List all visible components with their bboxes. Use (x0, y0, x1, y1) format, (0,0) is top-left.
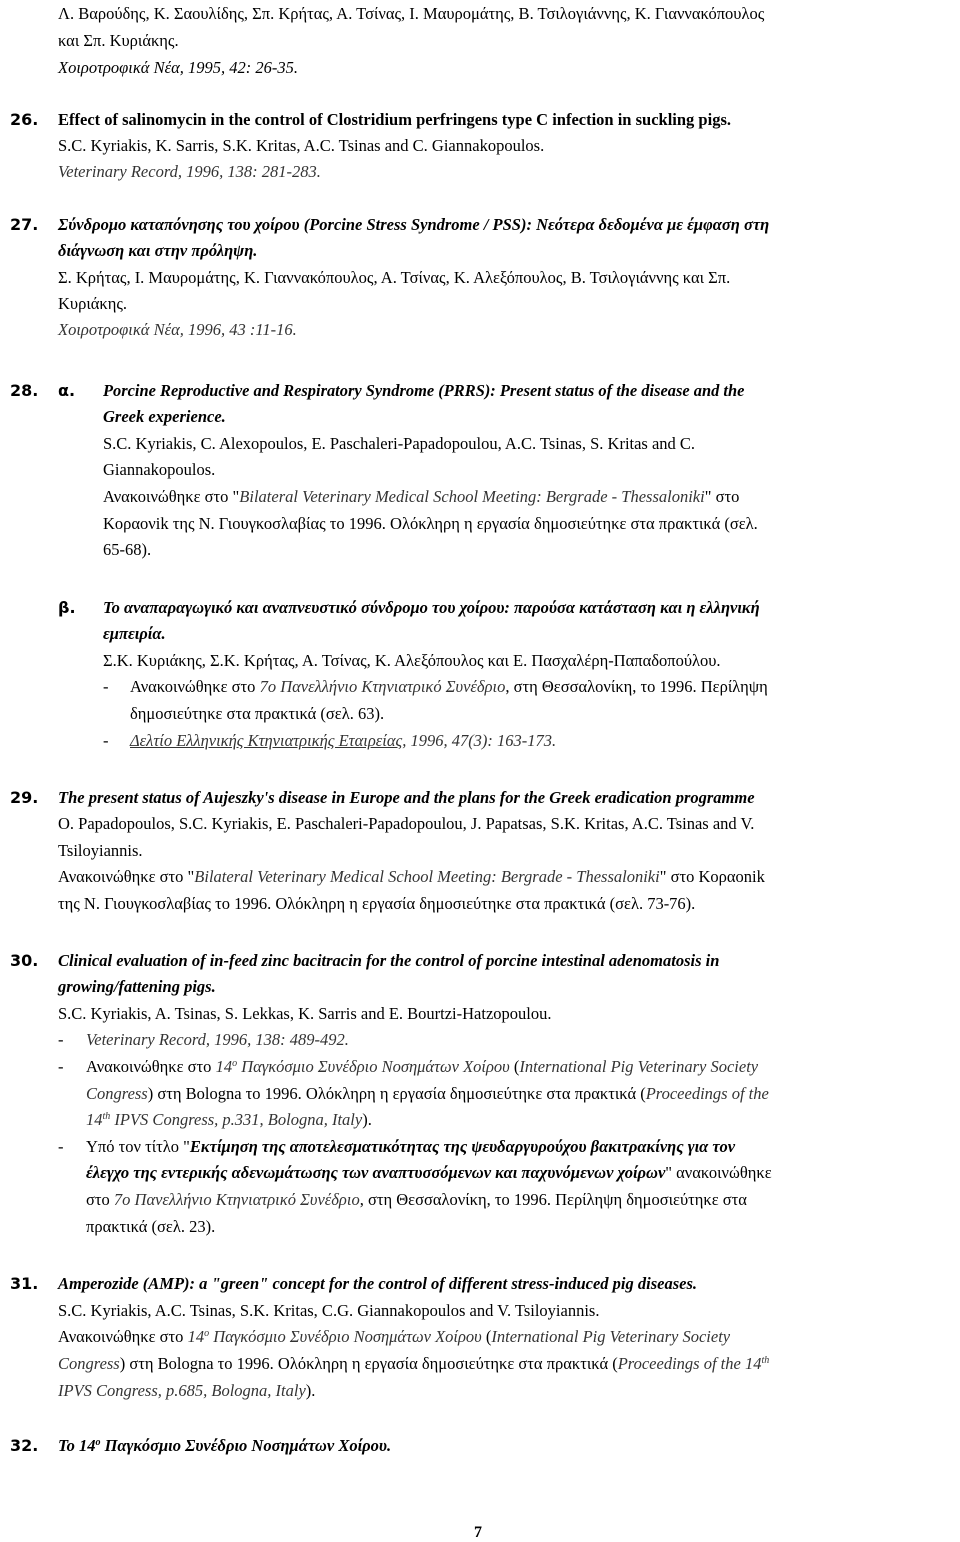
entry-30-item3-l2-post: " ανακοινώθηκε (665, 1163, 772, 1182)
entry-31-number: 31. (10, 1274, 39, 1293)
entry-30-item2-l3-ipvs: IPVS Congress, p.331, Bologna, Italy (110, 1110, 363, 1129)
entry-30-item2-sup: ο (232, 1058, 238, 1069)
entry-30-item3-line4: πρακτικά (σελ. 23). (86, 1217, 216, 1236)
entry-31-ann-l2-sup: th (761, 1355, 770, 1366)
entry-30-authors: S.C. Kyriakis, A. Tsinas, S. Lekkas, K. Sarris and E. Bourtzi-Hatzopoulou. (58, 1004, 552, 1023)
entry-28a-title-line2: Greek experience. (103, 407, 226, 426)
entry-28a-title-line1 (103, 383, 952, 400)
entry-30-number: 30. (10, 951, 39, 970)
entry-28b-item1-pre: Ανακοινώθηκε στο (130, 677, 260, 696)
entry-31-ann-l2-rest: ) στη Bologna το 1996. Ολόκληρη η εργασία δημοσιεύτηκε στα πρακτικά ( (119, 1354, 618, 1373)
list-dash: - (58, 1137, 64, 1156)
header-authors-line1: Λ. Βαρούδης, Κ. Σαουλίδης, Σπ. Κρήτας, Α. Τσίνας, Ι. Μαυρομάτης, Β. Τσιλογιάννης, Κ. Γιαννακόπουλος (58, 4, 765, 23)
entry-31-authors: S.C. Kyriakis, A.C. Tsinas, S.K. Kritas, C.G. Giannakopoulos and V. Tsiloyiannis. (58, 1301, 600, 1320)
entry-32-title-b: Παγκόσμιο Συνέδριο Νοσημάτων Χοίρου. (100, 1436, 392, 1455)
entry-28a-ann-meeting: Bilateral Veterinary Medical School Meeting: Bergrade - Thessaloniki (239, 487, 705, 506)
entry-28b-authors: Σ.Κ. Κυριάκης, Σ.Κ. Κρήτας, Α. Τσίνας, Κ. Αλεξόπουλος και Ε. Πασχαλέρη-Παπαδοπούλου. (103, 651, 721, 670)
list-dash: - (103, 677, 109, 696)
entry-30-item2-num: 14 (215, 1057, 233, 1076)
entry-30-title-line2: growing/fattening pigs. (58, 977, 216, 996)
entry-32-number: 32. (10, 1436, 39, 1455)
entry-30-item2-line1 (86, 1059, 758, 1076)
entry-30-item2-proceedings: Proceedings of the (645, 1084, 769, 1103)
page-number: 7 (474, 1524, 482, 1541)
entry-28-number: 28. (10, 381, 39, 400)
entry-30-item2-congress-word: Congress (86, 1084, 148, 1103)
entry-30-item2-ipvs: International Pig Veterinary Society (519, 1057, 759, 1076)
entry-31-ann-post: ( (481, 1327, 492, 1346)
list-dash: - (103, 731, 109, 750)
entry-28b-item2 (130, 733, 556, 750)
entry-27-number: 27. (10, 215, 39, 234)
entry-30-item3-line3 (86, 1192, 747, 1209)
entry-31-ann-l3-post: ). (305, 1381, 316, 1400)
entry-30-item3-congress: 7ο Πανελλήνιο Κτηνιατρικό Συνέδριο (113, 1190, 360, 1209)
entry-30-item3-l3-pre: στο (86, 1190, 114, 1209)
entry-30-item2-l3-num: 14 (86, 1110, 103, 1129)
entry-30-item3-line2 (86, 1165, 772, 1182)
entry-28b-item2-rest: , 1996, 47(3): 163-173. (402, 731, 557, 750)
entry-27-journal: Χοιροτροφικά Νέα, 1996, 43 :11-16. (58, 320, 297, 339)
entry-27-authors-line2: Κυριάκης. (58, 294, 128, 313)
entry-28b-item2-journal: Δελτίο Ελληνικής Κτηνιατρικής Εταιρείας (130, 731, 403, 750)
entry-30-item3-title1: Εκτίμηση της αποτελεσματικότητας της ψευδαργυρούχου βακιτρακίνης για τον (189, 1137, 736, 1156)
entry-29-ann-meeting: Bilateral Veterinary Medical School Meeting: Bergrade - Thessaloniki (194, 867, 660, 886)
entry-31-ann-ipvs: International Pig Veterinary Society (491, 1327, 731, 1346)
entry-26-journal: Veterinary Record, 1996, 138: 281-283. (58, 162, 321, 181)
entry-31-ann-proceedings: Proceedings of the 14 (617, 1354, 762, 1373)
entry-28a-authors-line2: Giannakopoulos. (103, 460, 216, 479)
entry-28a-authors-line1: S.C. Kyriakis, C. Alexopoulos, E. Paschaleri-Papadopoulou, A.C. Tsinas, S. Kritas and C. (103, 434, 696, 453)
entry-30-item2-l2-rest: ) στη Bologna το 1996. Ολόκληρη η εργασία δημοσιεύτηκε στα πρακτικά ( (147, 1084, 646, 1103)
list-dash: - (58, 1030, 64, 1049)
entry-30-item2-l3-post: ). (362, 1110, 372, 1129)
entry-30-item2-congress: Παγκόσμιο Συνέδριο Νοσημάτων Χοίρου (237, 1057, 510, 1076)
entry-30-item3-line1 (86, 1139, 735, 1156)
entry-29-announcement-line2: της Ν. Γιουγκοσλαβίας το 1996. Ολόκληρη η εργασία δημοσιεύτηκε στα πρακτικά (σελ. 73-76). (58, 894, 696, 913)
entry-28a-title-line1-text: Porcine Reproductive and Respiratory Syndrome (PRRS): Present status of the disease and the (103, 381, 745, 400)
entry-32-title-a: Το 14 (58, 1436, 96, 1455)
entry-30-item1: Veterinary Record, 1996, 138: 489-492. (86, 1030, 349, 1049)
header-journal: Χοιροτροφικά Νέα, 1995, 42: 26-35. (58, 58, 298, 77)
entry-28b-title-line1: Το αναπαραγωγικό και αναπνευστικό σύνδρομο του χοίρου: παρούσα κατάσταση και η ελληνική (103, 598, 760, 617)
entry-31-ann-pre: Ανακοινώθηκε στο (58, 1327, 188, 1346)
entry-30-item2-line3 (86, 1112, 372, 1129)
entry-32-title (58, 1438, 391, 1455)
entry-31-ann-l3-ipvs: IPVS Congress, p.685, Bologna, Italy (58, 1381, 306, 1400)
entry-28b-item1-line2: δημοσιεύτηκε στα πρακτικά (σελ. 63). (130, 704, 385, 723)
entry-30-item2-pre: Ανακοινώθηκε στο (86, 1057, 216, 1076)
list-dash: - (58, 1057, 64, 1076)
entry-28a-ann-post: " στο (704, 487, 740, 506)
entry-31-ann-num: 14 (187, 1327, 205, 1346)
entry-28a-announcement-line1 (103, 489, 739, 506)
entry-27-authors-line1: Σ. Κρήτας, Ι. Μαυρομάτης, Κ. Γιαννακόπουλος, Α. Τσίνας, Κ. Αλεξόπουλος, Β. Τσιλογιάννης και Σπ. (58, 268, 731, 287)
entry-27-title-line2: διάγνωση και στην πρόληψη. (58, 241, 258, 260)
entry-29-ann-post: " στο Κοραonik (659, 867, 765, 886)
entry-28a-announcement-line2: Κοραονik της Ν. Γιουγκοσλαβίας το 1996. Ολόκληρη η εργασία δημοσιεύτηκε στα πρακτικά (σελ. (103, 514, 758, 533)
entry-30-item2-line2 (86, 1086, 769, 1103)
entry-28b-item1-line1 (130, 679, 768, 696)
entry-30-item3-title2: έλεγχο της εντερικής αδενωμάτωσης των αναπτυσσόμενων και παχυνόμενων χοίρων (86, 1163, 666, 1182)
entry-31-announcement-line2 (58, 1356, 769, 1373)
entry-30-item3-pre: Υπό τον τίτλο " (86, 1137, 190, 1156)
entry-29-announcement-line1 (58, 869, 765, 886)
entry-29-authors-line1: O. Papadopoulos, S.C. Kyriakis, E. Paschaleri-Papadopoulou, J. Papatsas, S.K. Kritas, A.C. Tsinas and V. (58, 814, 755, 833)
entry-31-ann-sup: ο (204, 1328, 210, 1339)
entry-31-announcement-line1 (58, 1329, 730, 1346)
header-authors-line2: και Σπ. Κυριάκης. (58, 31, 179, 50)
entry-31-ann-congress: Παγκόσμιο Συνέδριο Νοσημάτων Χοίρου (209, 1327, 482, 1346)
entry-30-title-line1: Clinical evaluation of in-feed zinc bacitracin for the control of porcine intestinal adenomatosis in (58, 951, 720, 970)
entry-28b-item1-congress: 7ο Πανελλήνιο Κτηνιατρικό Συνέδριο (259, 677, 506, 696)
entry-27-title-line1: Σύνδρομο καταπόνησης του χοίρου (Porcine Stress Syndrome / PSS): Νεότερα δεδομένα με έμφαση στη (58, 215, 770, 234)
entry-31-title: Amperozide (AMP): a "green" concept for the control of different stress-induced pig diseases. (58, 1274, 698, 1293)
entry-26-authors: S.C. Kyriakis, K. Sarris, S.K. Kritas, A.C. Tsinas and C. Giannakopoulos. (58, 136, 545, 155)
entry-28a-announcement-line3: 65-68). (103, 540, 152, 559)
entry-30-item2-post: ( (509, 1057, 520, 1076)
entry-30-item2-l3-sup: th (102, 1111, 111, 1122)
entry-28a-label: α. (58, 381, 76, 400)
entry-28b-title-line2: εμπειρία. (103, 624, 166, 643)
entry-29-number: 29. (10, 788, 39, 807)
entry-28a-ann-pre: Ανακοινώθηκε στο " (103, 487, 240, 506)
entry-31-ann-congress-word: Congress (58, 1354, 120, 1373)
entry-28b-label: β. (58, 598, 76, 617)
entry-28b-item1-post: , στη Θεσσαλονίκη, το 1996. Περίληψη (505, 677, 768, 696)
entry-31-announcement-line3 (58, 1383, 315, 1400)
entry-32-title-sup: ο (95, 1437, 101, 1448)
entry-29-authors-line2: Tsiloyiannis. (58, 841, 143, 860)
entry-30-item3-l3-post: , στη Θεσσαλονίκη, το 1996. Περίληψη δημοσιεύτηκε στα (359, 1190, 747, 1209)
entry-29-ann-pre: Ανακοινώθηκε στο " (58, 867, 195, 886)
entry-26-title: Effect of salinomycin in the control of Clostridium perfringens type C infection in suckling pigs. (58, 110, 731, 129)
entry-26-number: 26. (10, 110, 39, 129)
entry-29-title: The present status of Aujeszky's disease in Europe and the plans for the Greek eradication programme (58, 788, 755, 807)
